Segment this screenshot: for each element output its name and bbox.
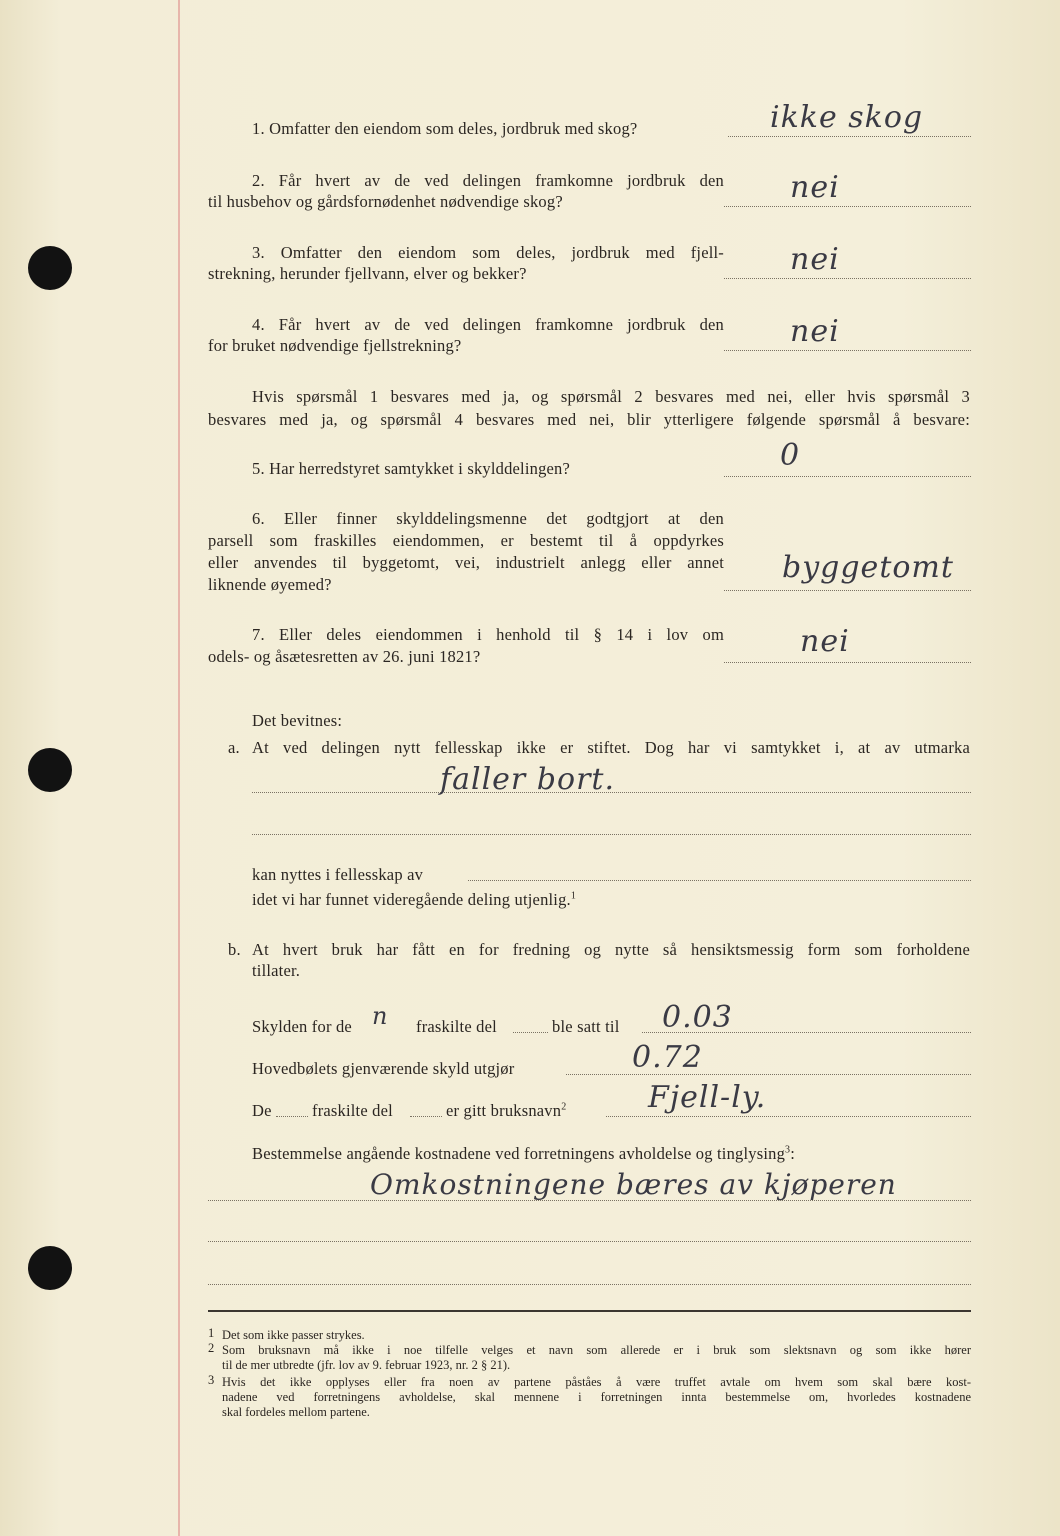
further-division-text: idet vi har funnet videregående deling utjenlig.$^1$ [252, 890, 577, 909]
question-4-line-2: for bruket nødvendige fjellstrekning? [208, 336, 462, 355]
footnote-2-line-1: Som bruksnavn må ikke i noe tilfelle velges et navn som allerede er i bruk som slektsnavn og som ikke hører [222, 1343, 971, 1357]
punch-hole-middle [28, 748, 72, 792]
punch-hole-top [28, 246, 72, 290]
footnote-divider [208, 1310, 971, 1312]
answer-5: 0 [780, 438, 801, 473]
attest-heading: Det bevitnes: [252, 711, 343, 730]
skyld-row-1-dots-a [513, 1032, 548, 1033]
question-6-line-1: 6. Eller finner skylddelingsmenne det godtgjort at den [252, 509, 724, 528]
question-6-line-3: eller anvendes til byggetomt, vei, industrielt anlegg eller annet [208, 553, 724, 572]
answer-3: nei [790, 242, 840, 277]
answer-line-4 [724, 350, 971, 351]
attest-a-answer: faller bort. [440, 762, 616, 797]
answer-line-2 [724, 206, 971, 207]
answer-2: nei [790, 170, 840, 205]
attest-b-line-1: At hvert bruk har fått en for fredning og nytte så hensiktsmessig form som forholdene [252, 940, 970, 959]
costs-label: Bestemmelse angående kostnadene ved forretningens avholdelse og tinglysing$^3$: [252, 1144, 796, 1163]
skyld-row-1-handwritten: n [372, 1002, 389, 1030]
skyld-row-2-label: Hovedbølets gjenværende skyld utgjør [252, 1059, 515, 1078]
answer-1: ikke skog [770, 100, 924, 135]
footnote-3-line-3: skal fordeles mellom partene. [222, 1405, 370, 1419]
skyld-row-1-label: Skylden for de [252, 1017, 352, 1036]
condition-line-1: Hvis spørsmål 1 besvares med ja, og spørsmål 2 besvares med nei, eller hvis spørsmål 3 [252, 387, 970, 406]
question-3-line-1: 3. Omfatter den eiendom som deles, jordbruk med fjell- [252, 243, 724, 262]
answer-line-5 [724, 476, 971, 477]
footnote-1-number: 1 [208, 1326, 215, 1340]
question-2-line-2: til husbehov og gårdsfornødenhet nødvendige skog? [208, 192, 563, 211]
footnote-ref-1: 1 [570, 890, 577, 902]
footnote-1: Det som ikke passer strykes. [222, 1328, 365, 1342]
footnote-ref-2: 2 [561, 1101, 567, 1113]
attest-a-line-2 [252, 834, 971, 835]
costs-line-3 [208, 1284, 971, 1285]
question-5: 5. Har herredstyret samtykket i skylddelingen? [252, 459, 571, 478]
question-1: 1. Omfatter den eiendom som deles, jordbruk med skog? [252, 119, 638, 138]
answer-line-6 [724, 590, 971, 591]
skyld-row-3-name-label: er gitt bruksnavn$^2$ [446, 1101, 567, 1120]
question-7-line-2: odels- og åsætesretten av 26. juni 1821? [208, 647, 481, 666]
question-6-line-4: liknende øyemed? [208, 575, 332, 594]
margin-line [178, 0, 180, 1536]
common-use-line [468, 880, 971, 881]
footnote-2-line-2: til de mer utbredte (jfr. lov av 9. februar 1923, nr. 2 § 21). [222, 1358, 511, 1372]
answer-line-3 [724, 278, 971, 279]
skyld-row-1-set: ble satt til [552, 1017, 620, 1036]
punch-hole-bottom [28, 1246, 72, 1290]
question-7-line-1: 7. Eller deles eiendommen i henhold til § 14 i lov om [252, 625, 724, 644]
question-2-line-1: 2. Får hvert av de ved delingen framkomne jordbruk den [252, 171, 724, 190]
condition-line-2: besvares med ja, og spørsmål 4 besvares med nei, blir ytterligere følgende spørsmål å besvare: [208, 410, 970, 429]
skyld-row-2-line [566, 1074, 971, 1075]
skyld-row-3-dots-b [410, 1116, 442, 1117]
skyld-row-3-value: Fjell-ly. [648, 1080, 767, 1115]
skyld-row-2-value: 0.72 [632, 1040, 703, 1075]
footnote-3-line-2: nadene ved forretningens avholdelse, skal mennene i forretningen innta bestemmelse om, hvorledes kostnadene [222, 1390, 971, 1404]
attest-b-line-2: tillater. [252, 961, 301, 980]
skyld-row-1-value: 0.03 [662, 1000, 733, 1035]
costs-line-1 [208, 1200, 971, 1201]
attest-a-label: a. [228, 738, 240, 757]
footnote-3-number: 3 [208, 1373, 215, 1387]
skyld-row-3-part: fraskilte del [312, 1101, 393, 1120]
footnote-2-number: 2 [208, 1341, 215, 1355]
question-4-line-1: 4. Får hvert av de ved delingen framkomne jordbruk den [252, 315, 724, 334]
attest-a-text: At ved delingen nytt fellesskap ikke er stiftet. Dog har vi samtykket i, at av utmarka [252, 738, 970, 757]
footnote-ref-3: 3 [785, 1144, 791, 1156]
answer-7: nei [800, 624, 850, 659]
answer-line-7 [724, 662, 971, 663]
skyld-row-3-dots-a [276, 1116, 308, 1117]
answer-4: nei [790, 314, 840, 349]
costs-value: Omkostningene bæres av kjøperen [370, 1168, 897, 1201]
skyld-row-3-line [606, 1116, 971, 1117]
question-6-line-2: parsell som fraskilles eiendommen, er bestemt til å oppdyrkes [208, 531, 724, 550]
costs-line-2 [208, 1241, 971, 1242]
common-use-text: kan nyttes i fellesskap av [252, 865, 424, 884]
question-3-line-2: strekning, herunder fjellvann, elver og bekker? [208, 264, 527, 283]
skyld-row-1-part: fraskilte del [416, 1017, 497, 1036]
footnote-3-line-1: Hvis det ikke opplyses eller fra noen av partene påståes å være truffet avtale om hvem som skal bære kost- [222, 1375, 971, 1389]
answer-line-1 [728, 136, 971, 137]
skyld-row-3-label: De [252, 1101, 272, 1120]
answer-6: byggetomt [782, 550, 954, 585]
attest-b-label: b. [228, 940, 241, 959]
